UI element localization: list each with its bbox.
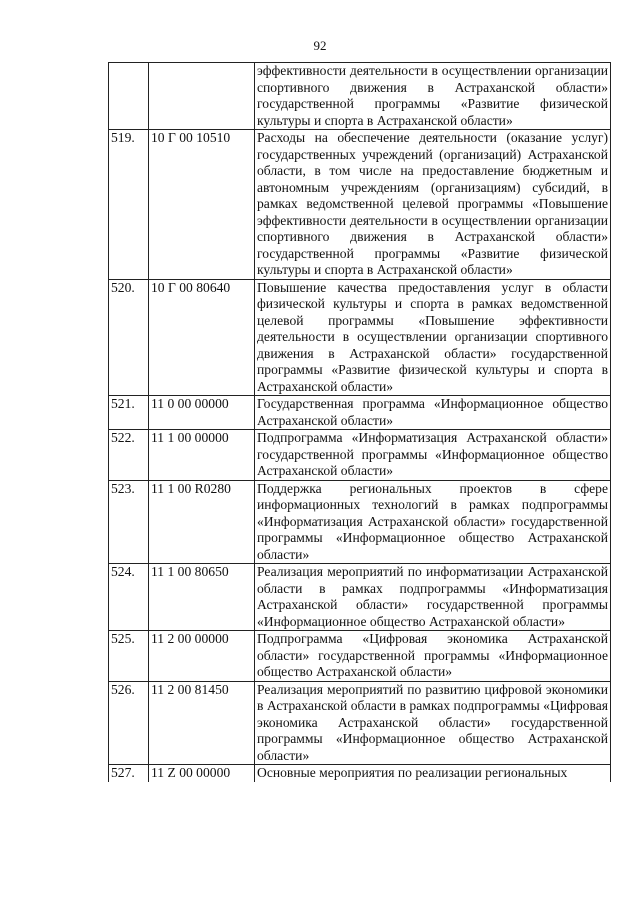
table-row	[109, 631, 611, 682]
row-number: 522.	[109, 430, 149, 481]
row-description: эффективности деятельности в осуществлении организации спортивного движения в Астраханской области» государственной программы «Развитие физической культуры и спорта в Астраханской области»	[255, 63, 611, 130]
table-row	[109, 63, 611, 130]
classification-code	[149, 63, 255, 130]
table-row	[109, 480, 611, 564]
row-number	[109, 63, 149, 130]
page-number: 92	[313, 38, 327, 53]
row-number: 527.	[109, 765, 149, 782]
row-description: Поддержка региональных проектов в сфере информационных технологий в рамках подпрограммы «Информатизация Астраханской области» государственной программы «Информационное общество Астраханской области»	[255, 480, 611, 564]
row-number: 523.	[109, 480, 149, 564]
row-description: Государственная программа «Информационное общество Астраханской области»	[255, 396, 611, 430]
row-description: Основные мероприятия по реализации региональных	[255, 765, 611, 782]
row-description: Реализация мероприятий по развитию цифровой экономики в Астраханской области в рамках подпрограммы «Цифровая экономика Астраханской области» государственной программы «Информационное общество Астраханской области»	[255, 681, 611, 765]
classification-code: 11 1 00 00000	[149, 430, 255, 481]
classification-code: 11 2 00 00000	[149, 631, 255, 682]
classification-code: 10 Г 00 80640	[149, 279, 255, 396]
row-description: Подпрограмма «Цифровая экономика Астраханской области» государственной программы «Информационное общество Астраханской области»	[255, 631, 611, 682]
classification-code: 10 Г 00 10510	[149, 130, 255, 280]
row-description: Расходы на обеспечение деятельности (оказание услуг) государственных учреждений (организаций) Астраханской области, в том числе на предоставление бюджетным и автономным учреждениям (организациям) субсидий, в рамках ведомственной целевой программы «Повышение эффективности деятельности в осуществлении организации спортивного движения в Астраханской области» государственной программы «Развитие физической культуры и спорта в Астраханской области»	[255, 130, 611, 280]
row-description: Подпрограмма «Информатизация Астраханской области» государственной программы «Информационное общество Астраханской области»	[255, 430, 611, 481]
classification-code: 11 1 00 R0280	[149, 480, 255, 564]
row-description: Реализация мероприятий по информатизации Астраханской области в рамках подпрограммы «Информатизация Астраханской области» государственной программы «Информационное общество Астраханской области»	[255, 564, 611, 631]
table-row	[109, 279, 611, 396]
row-description: Повышение качества предоставления услуг в области физической культуры и спорта в рамках ведомственной целевой программы «Повышение эффективности деятельности в осуществлении организации спортивного движения в Астраханской области» государственной программы «Развитие физической культуры и спорта в Астраханской области»	[255, 279, 611, 396]
row-number: 526.	[109, 681, 149, 765]
table-row	[109, 765, 611, 782]
classification-code: 11 Z 00 00000	[149, 765, 255, 782]
row-number: 525.	[109, 631, 149, 682]
row-number: 520.	[109, 279, 149, 396]
classification-code: 11 2 00 81450	[149, 681, 255, 765]
row-number: 524.	[109, 564, 149, 631]
table-row	[109, 396, 611, 430]
classification-code: 11 1 00 80650	[149, 564, 255, 631]
table-row	[109, 681, 611, 765]
classification-code: 11 0 00 00000	[149, 396, 255, 430]
row-number: 521.	[109, 396, 149, 430]
table-row	[109, 430, 611, 481]
budget-classification-table	[108, 62, 611, 782]
row-number: 519.	[109, 130, 149, 280]
table-row	[109, 130, 611, 280]
table-row	[109, 564, 611, 631]
